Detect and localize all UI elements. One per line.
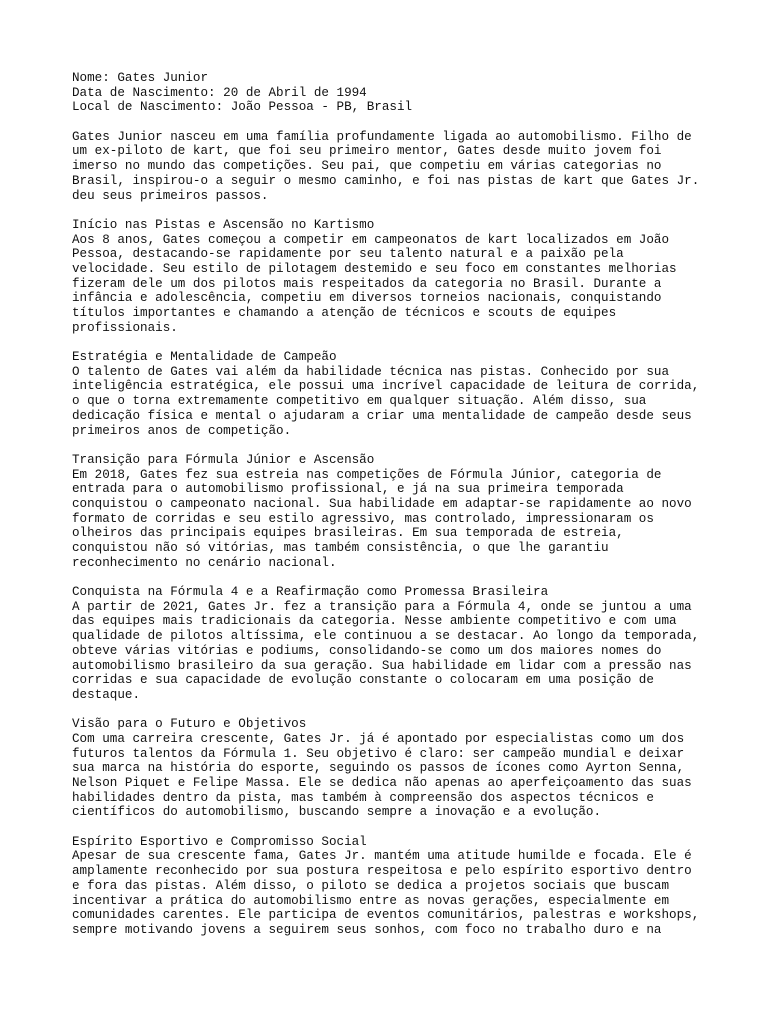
section-title: Estratégia e Mentalidade de Campeão [72,350,337,365]
birthdate-line: Data de Nascimento: 20 de Abril de 1994 [72,85,367,100]
section-title: Conquista na Fórmula 4 e a Reafirmação como Promessa Brasileira [72,585,549,600]
paragraph-line: primeiros anos de competição. [72,423,292,438]
paragraph-line: O talento de Gates vai além da habilidade técnica nas pistas. Conhecido por sua [72,364,670,379]
paragraph-line: infância e adolescência, competiu em diversos torneios nacionais, conquistando [72,291,662,306]
profile-header [72,71,712,115]
paragraph-gap [72,335,712,350]
paragraph-line: reconhecimento no cenário nacional. [72,555,337,570]
paragraph-line: um ex-piloto de kart, que foi seu primeiro mentor, Gates desde muito jovem foi [72,144,662,159]
paragraph-line: amplamente reconhecido por sua postura respeitosa e pelo espírito esportivo dentro [72,864,692,879]
paragraph-line: habilidades dentro da pista, mas também à compreensão dos aspectos técnicos e [72,790,654,805]
paragraph-line: destaque. [72,687,141,702]
section-title: Transição para Fórmula Júnior e Ascensão [72,452,375,467]
paragraph-line: Nelson Piquet e Felipe Massa. Ele se dedica não apenas ao aperfeiçoamento das suas [72,776,692,790]
name-line: Nome: Gates Junior [72,71,209,85]
section-mentalidade [72,350,712,438]
paragraph-gap [72,115,712,130]
paragraph-line: Em 2018, Gates fez sua estreia nas competições de Fórmula Júnior, categoria de [72,467,662,482]
paragraph-line: deu seus primeiros passos. [72,188,269,203]
paragraph-line: e fora das pistas. Além disso, o piloto se dedica a projetos sociais que buscam [72,878,670,893]
paragraph-line: fizeram dele um dos pilotos mais respeitados da categoria no Brasil. Durante a [72,276,662,291]
paragraph-line: imerso no mundo das competições. Seu pai, que competiu em várias categorias no [72,159,662,174]
section-espirito-esportivo [72,835,712,938]
paragraph-line: entrada para o automobilismo profissional, e já na sua primeira temporada [72,482,624,497]
paragraph-line: Aos 8 anos, Gates começou a competir em campeonatos de kart localizados em João [72,232,670,247]
paragraph-line: profissionais. [72,320,178,335]
document-page [72,71,712,938]
paragraph-line: Pessoa, destacando-se rapidamente por seu talento natural e a paixão pela [72,247,624,262]
paragraph-line: inteligência estratégica, ele possui uma incrível capacidade de leitura de corrida, [72,379,700,394]
paragraph-line: Gates Junior nasceu em uma família profundamente ligada ao automobilismo. Filho de [72,129,692,144]
paragraph-line: títulos importantes e chamando a atenção de técnicos e scouts de equipes [72,306,617,320]
paragraph-line: Brasil, inspirou-o a seguir o mesmo caminho, e foi nas pistas de kart que Gates Jr. [72,173,700,188]
section-title: Início nas Pistas e Ascensão no Kartismo [72,217,375,232]
paragraph-line: Apesar de sua crescente fama, Gates Jr. mantém uma atitude humilde e focada. Ele é [72,849,692,864]
paragraph-line: conquistou o campeonato nacional. Sua habilidade em adaptar-se rapidamente ao novo [72,496,692,511]
paragraph-line: sempre motivando jovens a seguirem seus sonhos, com foco no trabalho duro e na [72,922,662,937]
paragraph-line: velocidade. Seu estilo de pilotagem destemido e seu foco em constantes melhorias [72,261,677,276]
paragraph-line: qualidade de pilotos altíssima, ele continuou a se destacar. Ao longo da temporada, [72,629,700,644]
paragraph-line: A partir de 2021, Gates Jr. fez a transição para a Fórmula 4, onde se juntou a uma [72,599,692,614]
section-title: Espírito Esportivo e Compromisso Social [72,834,367,849]
section-formula-junior [72,453,712,571]
paragraph-line: científicos do automobilismo, buscando sempre a inovação e a evolução. [72,805,602,820]
paragraph-gap [72,438,712,453]
paragraph-line: futuros talentos da Fórmula 1. Seu objetivo é claro: ser campeão mundial e deixar [72,746,685,761]
paragraph-line: Com uma carreira crescente, Gates Jr. já é apontado por especialistas como um dos [72,731,685,746]
intro-paragraph [72,130,712,203]
paragraph-line: corridas e sua capacidade de evolução constante o colocaram em uma posição de [72,673,654,688]
paragraph-line: comunidades carentes. Ele participa de eventos comunitários, palestras e workshops, [72,908,700,923]
paragraph-line: incentivar a prática do automobilismo entre as novas gerações, especialmente em [72,893,670,908]
paragraph-line: olheiros das principais equipes brasileiras. Em sua temporada de estreia, [72,526,624,541]
paragraph-line: automobilismo brasileiro da sua geração. Sua habilidade em lidar com a pressão nas [72,658,692,673]
paragraph-gap [72,703,712,718]
paragraph-gap [72,570,712,585]
section-futuro [72,717,712,820]
birthplace-line: Local de Nascimento: João Pessoa - PB, Brasil [72,100,413,115]
paragraph-line: o que o torna extremamente competitivo em qualquer situação. Além disso, sua [72,394,647,409]
paragraph-line: formato de corridas e seu estilo agressivo, mas controlado, impressionaram os [72,511,654,526]
section-kartismo [72,218,712,336]
paragraph-line: obteve várias vitórias e podiums, consolidando-se como um dos maiores nomes do [72,643,662,658]
paragraph-line: das equipes mais tradicionais da categoria. Nesse ambiente competitivo e com uma [72,614,677,629]
paragraph-gap [72,820,712,835]
section-title: Visão para o Futuro e Objetivos [72,717,307,732]
paragraph-line: sua marca na história do esporte, seguindo os passos de ícones como Ayrton Senna, [72,761,685,776]
paragraph-gap [72,203,712,218]
paragraph-line: dedicação física e mental o ajudaram a criar uma mentalidade de campeão desde seus [72,408,692,423]
paragraph-line: conquistou não só vitórias, mas também consistência, o que lhe garantiu [72,541,609,555]
section-formula-4 [72,585,712,703]
